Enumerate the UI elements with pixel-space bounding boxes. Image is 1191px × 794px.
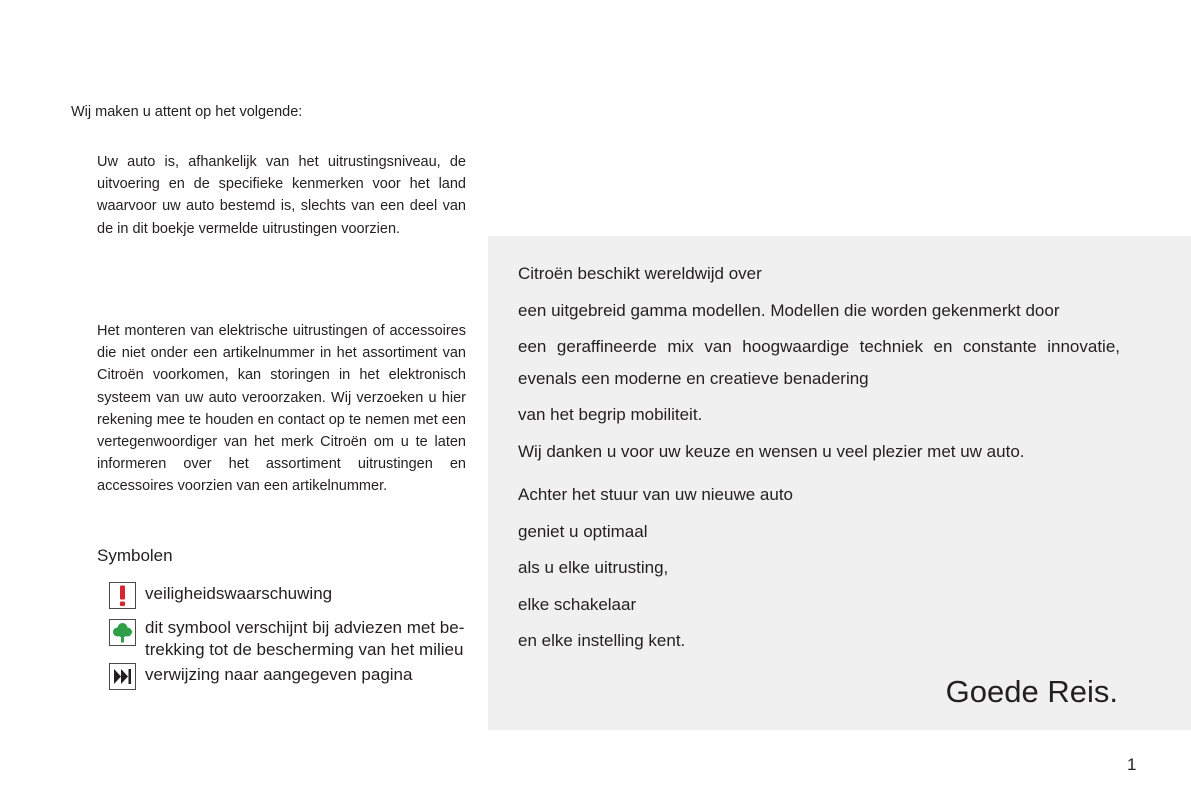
panel-line: Wij danken u voor uw keuze en wensen u veel plezier met uw auto. [518,442,1025,461]
panel-line: Citroën beschikt wereldwijd over [518,264,762,283]
symbol-label: veiligheidswaarschuwing [145,584,333,603]
symbol-label: verwijzing naar aangegeven pagina [145,665,413,684]
symbols-heading: Symbolen [97,546,173,565]
panel-line: een geraffineerde mix van hoogwaardige techniek en constante innovatie, [518,337,1120,356]
accessories-notice-paragraph: Het monteren van elektrische uitrustingen of accessoires die niet onder een artikelnummer in het assortiment van Citroën voorkomen, kan storingen in het elektronisch systeem van uw auto veroorzaken. Wij verzoeken u hier rekening mee te houden en contact op te nemen met een vertegenwoordiger van het merk Citroën om u te laten informeren over het assortiment uitrustingen en accessoires voorzien van een artikelnummer. [97,323,466,495]
symbol-row-environment [109,616,467,661]
panel-line: evenals een moderne en creatieve benadering [518,369,869,388]
welcome-panel [488,236,1191,730]
panel-line: een uitgebreid gamma modellen. Modellen die worden gekenmerkt door [518,301,1060,320]
exclamation-warning-icon [109,582,136,609]
symbol-row-page-reference [109,663,467,690]
panel-line: en elke instelling kent. [518,631,686,650]
tree-icon [109,619,136,646]
page-number: 1 [1127,755,1137,774]
closing-greeting: Goede Reis. [945,674,1118,709]
equipment-notice-paragraph: Uw auto is, afhankelijk van het uitrustingsniveau, de uitvoering en de specifieke kenmerken voor het land waarvoor uw auto bestemd is, slechts van een deel van de in dit boekje vermelde uitrustingen voorzien. [97,154,466,237]
panel-line: geniet u optimaal [518,522,648,541]
panel-line: Achter het stuur van uw nieuwe auto [518,485,793,504]
panel-line: van het begrip mobiliteit. [518,405,703,424]
panel-line: elke schakelaar [518,595,637,614]
panel-line: als u elke uitrusting, [518,558,669,577]
symbol-label: dit symbool verschijnt bij adviezen met betrekking tot de bescherming van het milieu [145,618,465,659]
symbol-row-safety [109,582,467,609]
fast-forward-icon [109,663,136,690]
intro-text: Wij maken u attent op het volgende: [71,104,303,120]
